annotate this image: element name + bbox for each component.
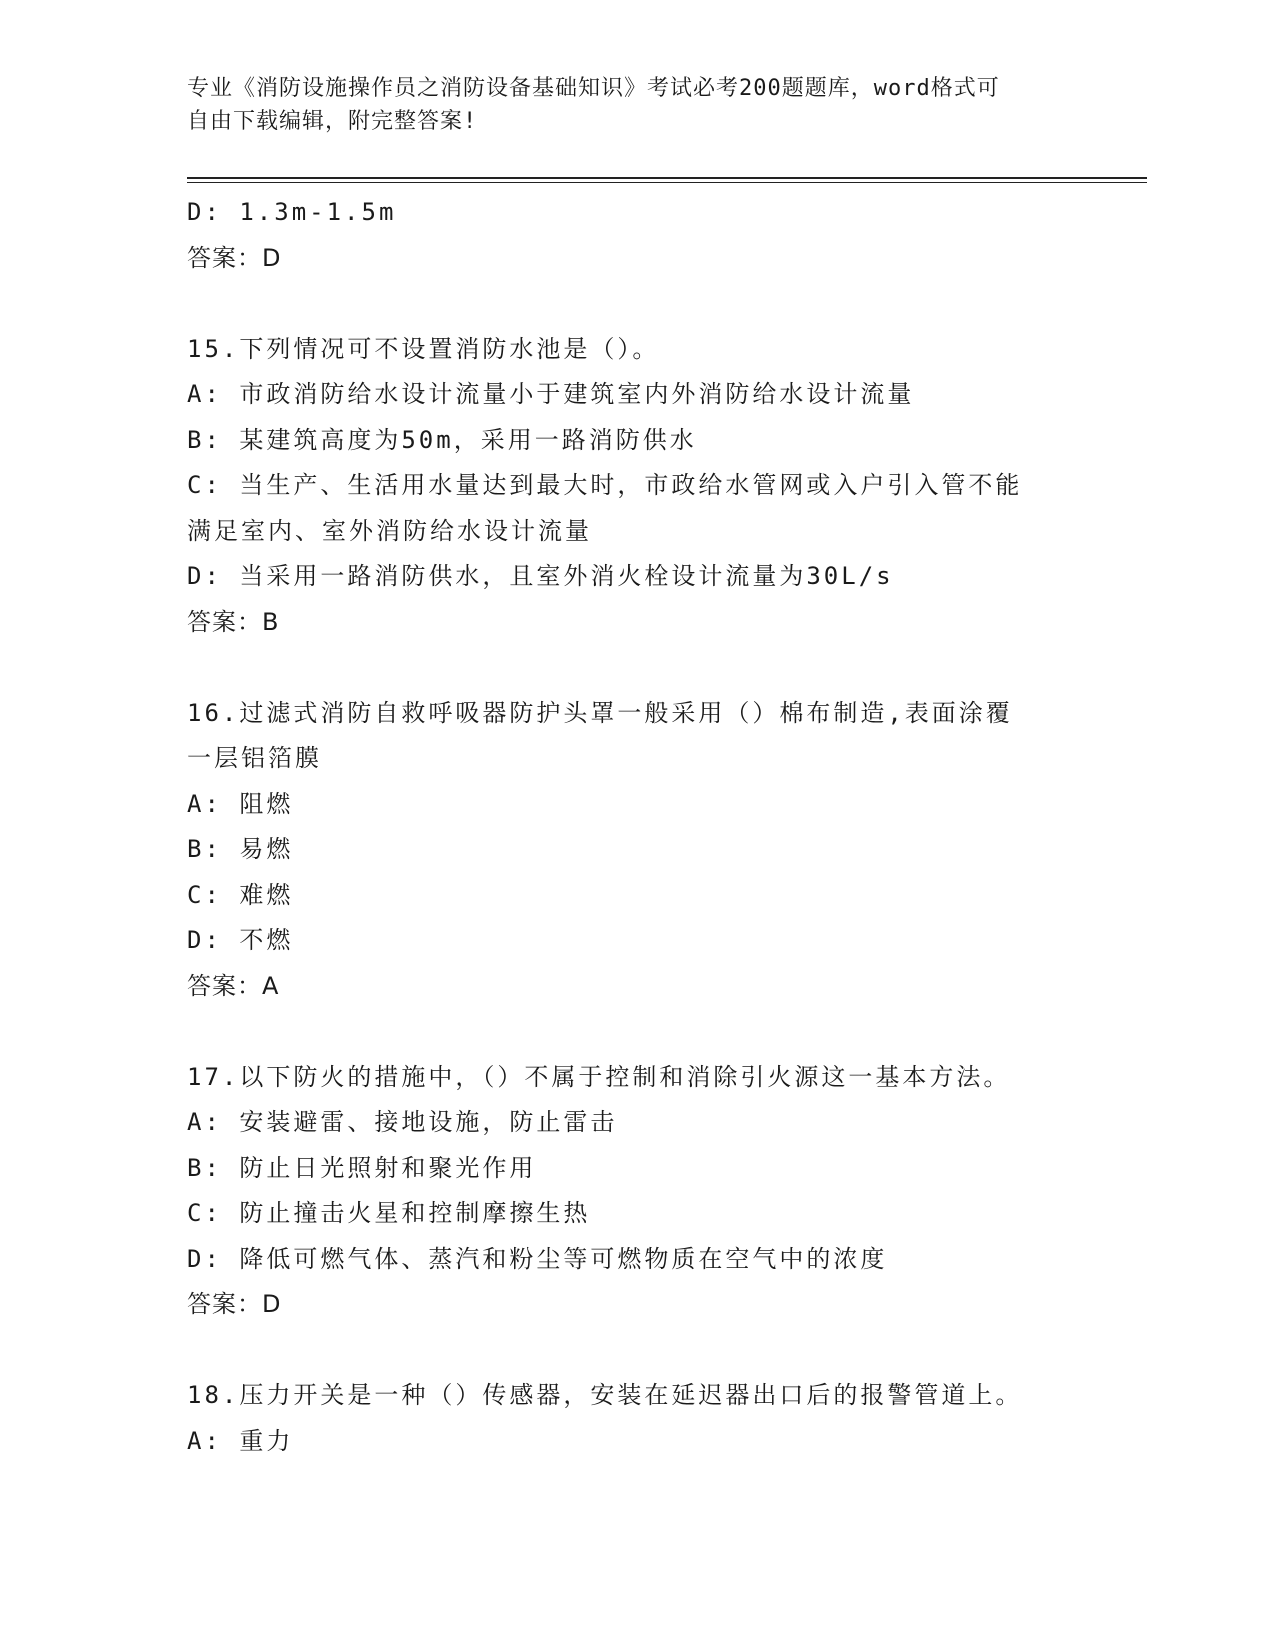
- option-c: C: 难燃: [187, 880, 294, 909]
- document-header: [187, 72, 1067, 138]
- option-d: D: 1.3m-1.5m: [187, 198, 397, 226]
- question-16: [187, 691, 1087, 1010]
- header-divider-thin: [187, 182, 1147, 183]
- question-content: [187, 190, 1087, 1464]
- option-b: B: 易燃: [187, 835, 294, 863]
- header-divider: [187, 177, 1147, 179]
- question-stem: 17.以下防火的措施中，（）不属于控制和消除引火源这一基本方法。: [187, 1062, 1011, 1091]
- question-stem: 15.下列情况可不设置消防水池是（）。: [187, 334, 660, 363]
- answer-line: 答案：D: [187, 243, 282, 272]
- question-stem: 16.过滤式消防自救呼吸器防护头罩一般采用（）棉布制造,表面涂覆: [187, 698, 1013, 727]
- option-a: A: 阻燃: [187, 789, 294, 818]
- question-17: [187, 1055, 1087, 1328]
- option-d: D: 不燃: [187, 926, 294, 954]
- option-a: A: 市政消防给水设计流量小于建筑室内外消防给水设计流量: [187, 380, 915, 408]
- question-stem: 18.压力开关是一种（）传感器，安装在延迟器出口后的报警管道上。: [187, 1381, 1023, 1409]
- answer-line: 答案：B: [187, 607, 280, 636]
- question-15: [187, 327, 1087, 646]
- option-b: B: 某建筑高度为50m，采用一路消防供水: [187, 425, 697, 454]
- answer-line: 答案：D: [187, 1290, 282, 1318]
- question-18: [187, 1373, 1087, 1464]
- option-d: D: 当采用一路消防供水，且室外消火栓设计流量为30L/s: [187, 562, 894, 590]
- option-c: C: 当生产、生活用水量达到最大时，市政给水管网或入户引入管不能: [187, 471, 1023, 499]
- option-b: B: 防止日光照射和聚光作用: [187, 1153, 537, 1182]
- option-c: C: 防止撞击火星和控制摩擦生热: [187, 1199, 591, 1227]
- header-line-2: 自由下载编辑，附完整答案!: [187, 109, 478, 134]
- answer-line: 答案：A: [187, 971, 280, 1000]
- question-stem-continued: 一层铝箔膜: [187, 744, 322, 772]
- option-c-continued: 满足室内、室外消防给水设计流量: [187, 516, 592, 545]
- header-line-1: 专业《消防设施操作员之消防设备基础知识》考试必考200题题库，word格式可: [187, 76, 1000, 101]
- option-a: A: 安装避雷、接地设施，防止雷击: [187, 1108, 618, 1136]
- option-a: A: 重力: [187, 1426, 294, 1455]
- option-d: D: 降低可燃气体、蒸汽和粉尘等可燃物质在空气中的浓度: [187, 1244, 888, 1273]
